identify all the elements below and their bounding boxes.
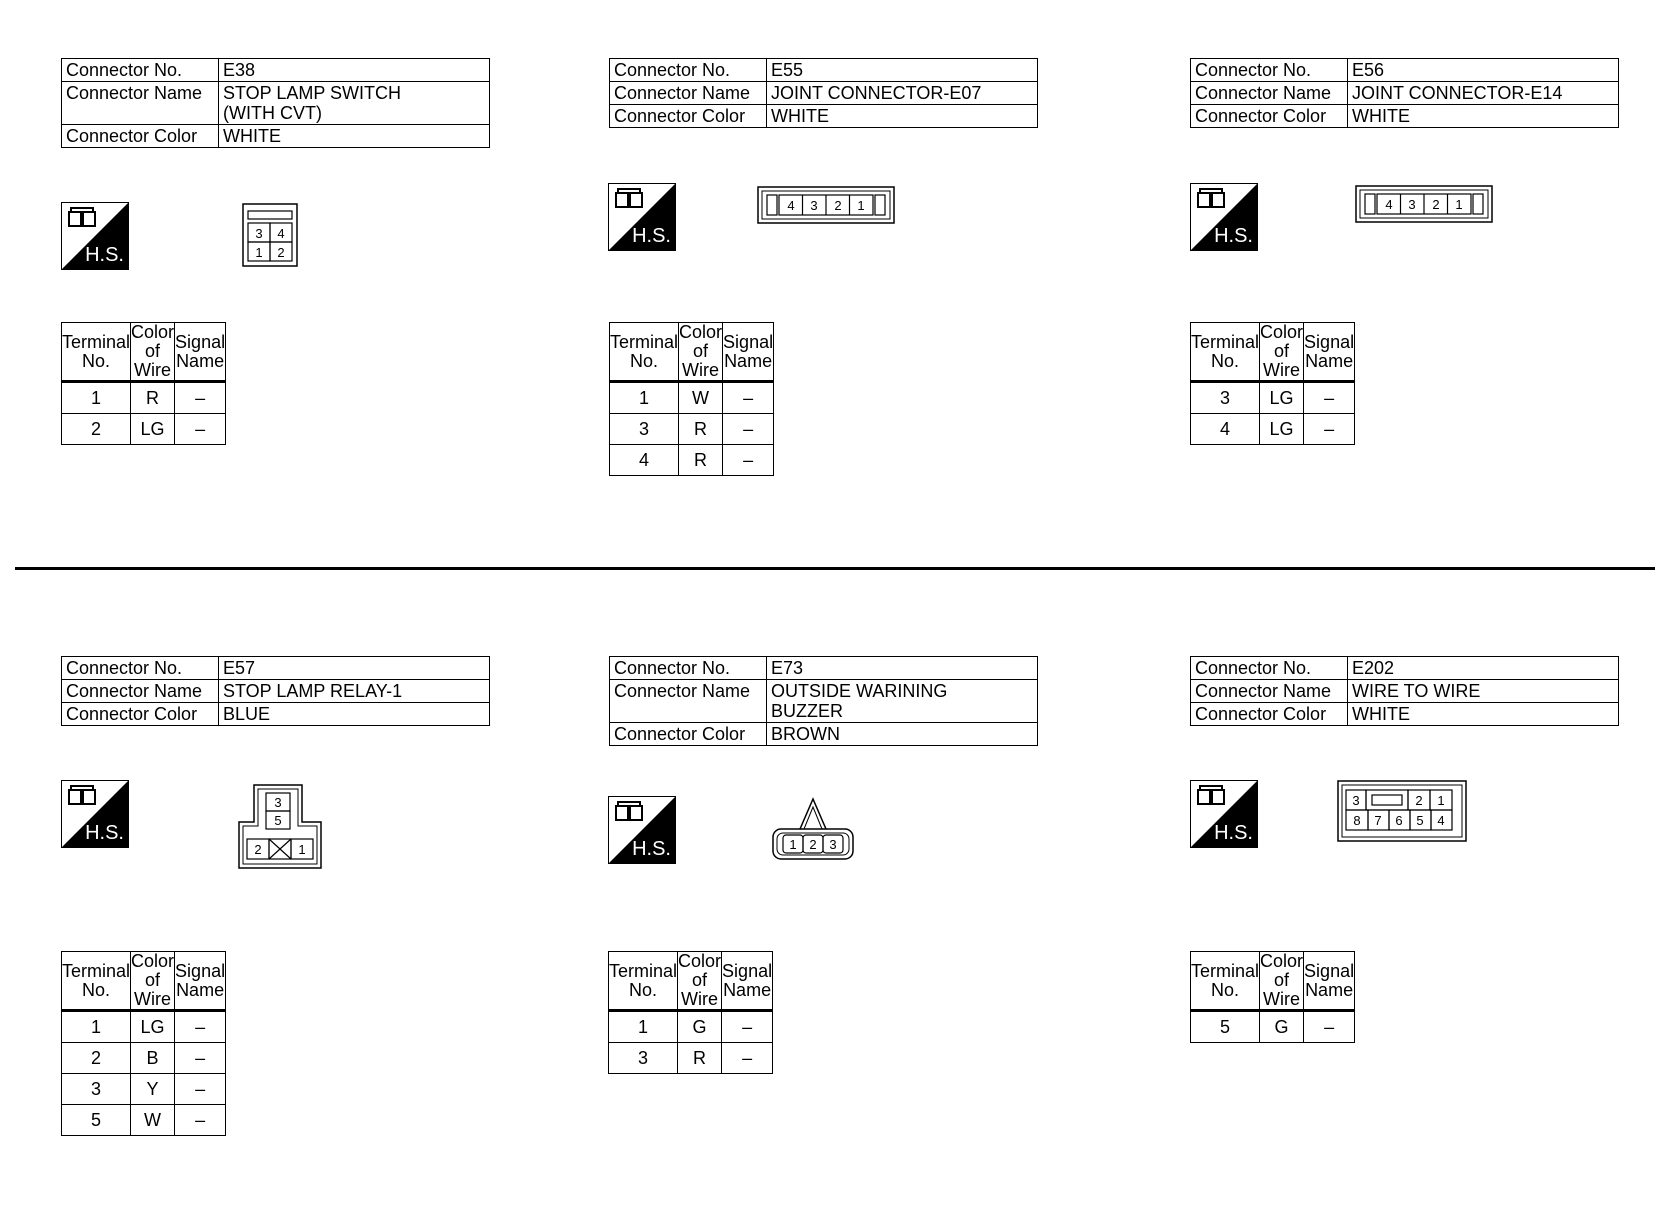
header-signal-name: Signal Name (175, 952, 226, 1011)
connector-info-table (609, 58, 1038, 128)
signal-cell: – (722, 1011, 773, 1043)
signal-cell: – (175, 1074, 226, 1105)
signal-cell: – (723, 414, 774, 445)
pin-label: 1 (1455, 197, 1463, 212)
pin-label: 3 (829, 837, 837, 852)
terminal-table (1190, 951, 1355, 1043)
pin-label: 2 (1432, 197, 1440, 212)
wire-cell: R (679, 445, 723, 476)
label-connector-no: Connector No. (1191, 657, 1348, 680)
connector-info-table (1190, 58, 1619, 128)
table-row (610, 382, 774, 414)
connector-face-diagram (242, 203, 300, 274)
pin-label: 4 (787, 198, 795, 213)
signal-cell: – (1304, 1011, 1355, 1043)
terminal-cell: 5 (62, 1105, 131, 1136)
table-row (62, 1074, 226, 1105)
harness-side-icon (61, 780, 129, 848)
connector-info-table (609, 656, 1038, 746)
signal-cell: – (175, 1043, 226, 1074)
connector-info-table (1190, 656, 1619, 726)
header-terminal-no: Terminal No. (1191, 952, 1260, 1011)
signal-cell: – (175, 414, 226, 445)
pin-label: 8 (1353, 813, 1361, 828)
pin-label: 6 (1395, 813, 1403, 828)
label-connector-color: Connector Color (1191, 105, 1348, 128)
label-connector-color: Connector Color (62, 125, 219, 148)
table-row (62, 1105, 226, 1136)
header-terminal-no: Terminal No. (609, 952, 678, 1011)
hs-label: H.S. (1214, 225, 1253, 247)
connector-no-value: E56 (1348, 59, 1619, 82)
connector-name-value: STOP LAMP SWITCH (WITH CVT) (219, 82, 490, 125)
header-terminal-no: Terminal No. (62, 323, 131, 382)
terminal-cell: 1 (62, 382, 131, 414)
header-signal-name: Signal Name (723, 323, 774, 382)
header-terminal-no: Terminal No. (610, 323, 679, 382)
header-terminal-no: Terminal No. (1191, 323, 1260, 382)
connector-face-diagram (1355, 185, 1495, 230)
label-connector-color: Connector Color (610, 723, 767, 746)
terminal-cell: 4 (610, 445, 679, 476)
table-row (62, 1043, 226, 1074)
pin-label: 1 (857, 198, 865, 213)
pin-label: 3 (255, 226, 263, 241)
wire-cell: LG (131, 1011, 175, 1043)
harness-side-icon (608, 183, 676, 251)
label-connector-name: Connector Name (1191, 680, 1348, 703)
wire-cell: LG (1260, 382, 1304, 414)
connector-color-value: BROWN (767, 723, 1038, 746)
pin-label: 2 (254, 842, 262, 857)
header-color-of-wire: Color of Wire (679, 322, 723, 380)
signal-cell: – (1304, 414, 1355, 445)
pin-label: 1 (255, 245, 263, 260)
label-connector-no: Connector No. (62, 657, 219, 680)
wire-cell: Y (131, 1074, 175, 1105)
label-connector-no: Connector No. (610, 59, 767, 82)
table-row (610, 414, 774, 445)
terminal-cell: 4 (1191, 414, 1260, 445)
header-color-of-wire: Color of Wire (678, 951, 722, 1009)
signal-cell: – (175, 1011, 226, 1043)
harness-side-icon (1190, 183, 1258, 251)
label-connector-color: Connector Color (62, 703, 219, 726)
connector-symbol-icon (1196, 187, 1230, 213)
pin-label: 5 (274, 813, 282, 828)
wire-cell: R (679, 414, 723, 445)
label-connector-no: Connector No. (62, 59, 219, 82)
terminal-cell: 1 (62, 1011, 131, 1043)
pin-label: 2 (809, 837, 817, 852)
harness-side-icon (61, 202, 129, 270)
pin-label: 3 (810, 198, 818, 213)
header-color-of-wire: Color of Wire (131, 322, 175, 380)
table-row (62, 1011, 226, 1043)
header-signal-name: Signal Name (1304, 952, 1355, 1011)
wire-cell: G (1260, 1011, 1304, 1043)
header-color-of-wire: Color of Wire (131, 951, 175, 1009)
header-signal-name: Signal Name (175, 323, 226, 382)
signal-cell: – (723, 445, 774, 476)
hs-label: H.S. (632, 838, 671, 860)
pin-label: 2 (834, 198, 842, 213)
connector-color-value: WHITE (767, 105, 1038, 128)
pin-label: 3 (274, 795, 282, 810)
pin-label: 3 (1408, 197, 1416, 212)
connector-symbol-icon (67, 206, 101, 232)
terminal-cell: 5 (1191, 1011, 1260, 1043)
connector-no-value: E55 (767, 59, 1038, 82)
connector-face-diagram (757, 186, 897, 231)
label-connector-no: Connector No. (1191, 59, 1348, 82)
harness-side-icon (608, 796, 676, 864)
connector-face-diagram (1337, 780, 1469, 849)
pin-label: 4 (1437, 813, 1445, 828)
wire-cell: LG (1260, 414, 1304, 445)
pin-label: 1 (298, 842, 306, 857)
connector-color-value: BLUE (219, 703, 490, 726)
terminal-cell: 3 (610, 414, 679, 445)
terminal-cell: 3 (62, 1074, 131, 1105)
header-signal-name: Signal Name (1304, 323, 1355, 382)
connector-name-value: OUTSIDE WARINING BUZZER (767, 680, 1038, 723)
pin-label: 1 (789, 837, 797, 852)
table-row (609, 1011, 773, 1043)
pin-label: 4 (277, 226, 285, 241)
pin-label: 1 (1437, 793, 1445, 808)
signal-cell: – (1304, 382, 1355, 414)
label-connector-color: Connector Color (1191, 703, 1348, 726)
signal-cell: – (175, 382, 226, 414)
section-divider (15, 567, 1655, 570)
pin-label: 2 (1415, 793, 1423, 808)
wire-cell: LG (131, 414, 175, 445)
terminal-table (1190, 322, 1355, 445)
hs-label: H.S. (632, 225, 671, 247)
label-connector-no: Connector No. (610, 657, 767, 680)
pin-label: 7 (1374, 813, 1382, 828)
connector-symbol-icon (614, 800, 648, 826)
terminal-table (61, 951, 226, 1136)
connector-symbol-icon (614, 187, 648, 213)
connector-no-value: E57 (219, 657, 490, 680)
header-signal-name: Signal Name (722, 952, 773, 1011)
signal-cell: – (175, 1105, 226, 1136)
label-connector-name: Connector Name (62, 680, 219, 703)
connector-name-value: STOP LAMP RELAY-1 (219, 680, 490, 703)
header-color-of-wire: Color of Wire (1260, 322, 1304, 380)
wire-cell: W (679, 382, 723, 414)
terminal-cell: 1 (609, 1011, 678, 1043)
connector-face-diagram (237, 784, 325, 875)
terminal-table (608, 951, 773, 1074)
connector-info-table (61, 58, 490, 148)
wire-cell: B (131, 1043, 175, 1074)
connector-name-value: JOINT CONNECTOR-E14 (1348, 82, 1619, 105)
connector-no-value: E73 (767, 657, 1038, 680)
label-connector-name: Connector Name (610, 82, 767, 105)
hs-label: H.S. (1214, 822, 1253, 844)
wire-cell: W (131, 1105, 175, 1136)
connector-no-value: E38 (219, 59, 490, 82)
terminal-table (61, 322, 226, 445)
pin-label: 5 (1416, 813, 1424, 828)
signal-cell: – (723, 382, 774, 414)
connector-color-value: WHITE (1348, 105, 1619, 128)
pin-label: 2 (277, 245, 285, 260)
table-row (1191, 1011, 1355, 1043)
terminal-cell: 3 (1191, 382, 1260, 414)
hs-label: H.S. (85, 822, 124, 844)
connector-name-value: JOINT CONNECTOR-E07 (767, 82, 1038, 105)
connector-color-value: WHITE (1348, 703, 1619, 726)
pin-label: 4 (1385, 197, 1393, 212)
label-connector-name: Connector Name (610, 680, 767, 723)
table-row (609, 1043, 773, 1074)
table-row (610, 445, 774, 476)
wire-cell: R (678, 1043, 722, 1074)
harness-side-icon (1190, 780, 1258, 848)
connector-face-diagram (771, 797, 857, 866)
terminal-cell: 2 (62, 1043, 131, 1074)
table-row (62, 414, 226, 445)
connector-color-value: WHITE (219, 125, 490, 148)
connector-name-value: WIRE TO WIRE (1348, 680, 1619, 703)
terminal-cell: 2 (62, 414, 131, 445)
terminal-cell: 3 (609, 1043, 678, 1074)
terminal-cell: 1 (610, 382, 679, 414)
header-color-of-wire: Color of Wire (1260, 951, 1304, 1009)
terminal-table (609, 322, 774, 476)
pin-label: 3 (1352, 793, 1360, 808)
label-connector-name: Connector Name (62, 82, 219, 125)
wire-cell: R (131, 382, 175, 414)
label-connector-color: Connector Color (610, 105, 767, 128)
signal-cell: – (722, 1043, 773, 1074)
connector-no-value: E202 (1348, 657, 1619, 680)
connector-info-table (61, 656, 490, 726)
hs-label: H.S. (85, 244, 124, 266)
label-connector-name: Connector Name (1191, 82, 1348, 105)
connector-symbol-icon (67, 784, 101, 810)
table-row (1191, 414, 1355, 445)
table-row (62, 382, 226, 414)
wire-cell: G (678, 1011, 722, 1043)
header-terminal-no: Terminal No. (62, 952, 131, 1011)
connector-symbol-icon (1196, 784, 1230, 810)
table-row (1191, 382, 1355, 414)
